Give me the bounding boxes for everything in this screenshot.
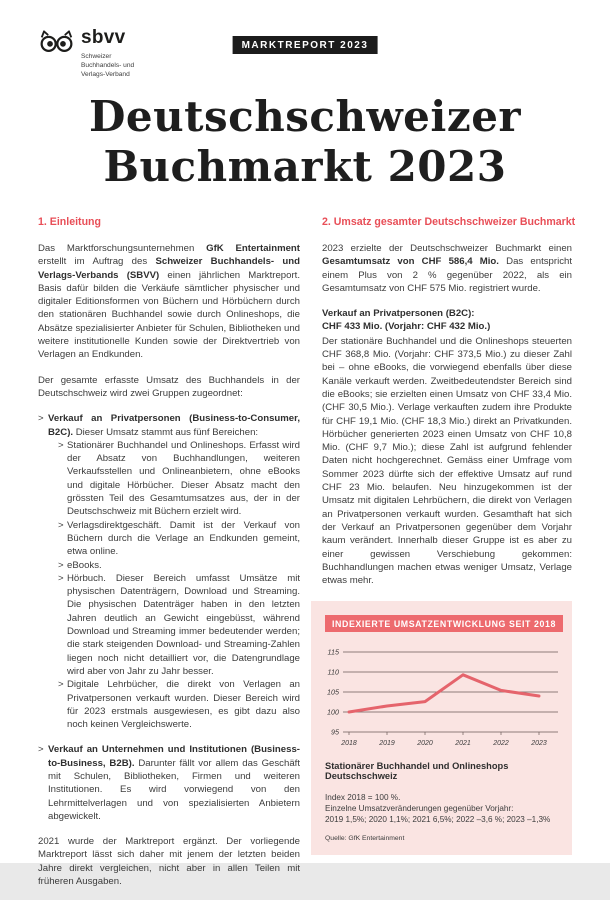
- section-einleitung: [38, 216, 300, 900]
- svg-text:2021: 2021: [455, 740, 471, 748]
- svg-text:110: 110: [327, 668, 339, 678]
- b2b-text: Verkauf an Unternehmen und Institutionen (Business-to-Business, B2B). Darunter fällt vor allem das Geschäft mit Schulen, Bibliotheken, Firmen und weiteren Institutionen. Es wird vorwiegend von den Lehrmittelverlagen und von spezialisierten Anbietern abgewickelt.: [48, 744, 300, 822]
- sub-item-text: eBooks.: [67, 559, 102, 571]
- marktreport-badge: MARKTREPORT 2023: [233, 36, 378, 54]
- list-item-b2b: [38, 743, 300, 823]
- page-title-line2: Buchmarkt 2023: [103, 142, 507, 191]
- logo-wordmark: sbvv: [81, 27, 126, 48]
- list-item: [58, 559, 300, 572]
- einleitung-heading: 1. Einleitung: [38, 216, 101, 228]
- svg-text:115: 115: [327, 648, 339, 658]
- svg-text:105: 105: [327, 688, 339, 698]
- b2b-bullet-group: [38, 743, 300, 823]
- bullet-marker: >: [58, 559, 64, 571]
- svg-text:100: 100: [327, 708, 339, 718]
- umsatz-line-chart: [325, 644, 558, 755]
- svg-text:2019: 2019: [379, 740, 395, 748]
- bullet-marker: >: [38, 744, 44, 756]
- section-umsatz: [322, 216, 576, 900]
- content-columns: [38, 216, 576, 900]
- list-item: [58, 519, 300, 559]
- sub-item-text: Stationärer Buchhandel und Onlineshops. Erfasst wird der Absatz von Buchhandlungen, weiteren Verkaufsstellen und Onlineanbietern, ohne eBooks und digitale Hörbücher. Dieser Absatz macht den grössten Teil des Gesamtumsatzes aus, der in der Deutschschweiz mit Büchern erzielt wird.: [67, 439, 300, 518]
- bullet-marker: >: [58, 439, 64, 451]
- bullet-marker: >: [58, 679, 64, 691]
- umsatz-paragraph-1: 2023 erzielte der Deutschschweizer Buchmarkt einen Gesamtumsatz von CHF 586,4 Mio. Das entspricht einem Plus von 2 % gegenüber 2022, als ein Gesamtumsatz von CHF 575 Mio. registriert wurde.: [322, 243, 572, 294]
- svg-text:2018: 2018: [341, 740, 357, 748]
- page-title: [0, 92, 610, 192]
- list-item: [58, 678, 300, 731]
- chart-source: Quelle: GfK Entertainment: [325, 835, 405, 843]
- bullet-marker: >: [38, 413, 44, 425]
- list-item: [58, 439, 300, 519]
- chart-title-badge: INDEXIERTE UMSATZENTWICKLUNG SEIT 2018: [325, 615, 563, 632]
- list-item: [58, 572, 300, 678]
- b2c-bullet-group: [38, 412, 300, 731]
- umsatz-heading: 2. Umsatz gesamter Deutschschweizer Buchmarkt: [322, 216, 576, 228]
- svg-text:2022: 2022: [493, 740, 509, 748]
- einleitung-paragraph-2: Der gesamte erfasste Umsatz des Buchhandels in der Deutschschweiz wird zwei Gruppen zugeordnet:: [38, 374, 300, 399]
- einleitung-paragraph-1: Das Marktforschungsunternehmen GfK Entertainment erstellt im Auftrag des Schweizer Buchhandels- und Verlags-Verbands (SBVV) einen jährlichen Marktreport. Basis dafür bilden die Verkäufe sämtlicher physischer und digitaler Editionsformen von Büchern und Hörbüchern durch den stationären Buchhandel sowie durch Onlineshops, die Absätze spezialisierter Anbieter für Schulen, Bibliotheken und weitere institutionelle Kunden sowie der Direktvertrieb von Verlagen an Endkunden.: [38, 243, 300, 361]
- owl-icon: [38, 28, 75, 54]
- bullet-marker: >: [58, 572, 64, 584]
- umsatz-paragraph-2: Der stationäre Buchhandel und die Onlineshops steuerten CHF 368,8 Mio. (Vorjahr: CHF 373,5 Mio.) zu dieser Zahl bei – ohne eBooks, die vorwiegend ebenfalls über diese Kanäle verkauft werden. Zweitbedeutendster Bereich sind die eBooks; sie erzielten einen Umsatz von CHF 33,4 Mio. (CHF 30,5 Mio.). Verlage verkauften zudem ihre Produkte für CHF 19,1 Mio. (CHF 18,3 Mio.) direkt an Privatkunden. Hörbücher generierten 2023 einen Umsatz von CHF 10,8 Mio. (CHF 9,7 Mio.); diese Zahl ist aufgrund fehlender Daten nicht hochgerechnet. Gemäss einer Umfrage vom Sommer 2023 dürfte sich der effektive Umsatz auf rund CHF 23 Mio. belaufen. Neu hinzugekommen ist der Umsatz mit digitalen Lehrbüchern, die direkt von Verlagen an Privatpersonen verkauft wurden. Gesamthaft hat sich der Verkauf an Privatpersonen gegenüber dem Vorjahr kaum verändert. Innerhalb dieser Gruppe ist es aber zu einer gewissen Verschiebung gekommen: Buchhandlungen machen etwas weniger Umsatz, Verlage etwas mehr.: [322, 335, 572, 587]
- bullet-marker: >: [58, 519, 64, 531]
- chart-box: [311, 601, 572, 855]
- logo-subtitle: Schweizer Buchhandels- und Verlags-Verband: [81, 53, 135, 78]
- chart-caption: Stationärer Buchhandel und Onlineshops Deutschschweiz: [325, 761, 509, 782]
- page-header: [38, 28, 572, 88]
- chart-notes: Index 2018 = 100 %. Einzelne Umsatzveränderungen gegenüber Vorjahr: 2019 1,5%; 2020 1,1%; 2021 6,5%; 2022 –3,6 %; 2023 –1,3%: [325, 793, 551, 825]
- sub-item-text: Digitale Lehrbücher, die direkt von Verlagen an Privatpersonen verkauft wurden. Dieser Bereich wird für 2023 erstmals ausgewiesen, es gibt dazu also noch keinen Vergleichswerte.: [67, 679, 300, 731]
- list-item-b2c: [38, 412, 300, 731]
- einleitung-paragraph-3: 2021 wurde der Marktreport ergänzt. Der vorliegende Marktreport lässt sich daher mit jenem der letzten beiden Jahre direkt vergleichen, nicht aber in allen Teilen mit früheren Ausgaben.: [38, 836, 300, 888]
- svg-text:2020: 2020: [417, 740, 433, 748]
- page-title-line1: Deutschschweizer: [88, 92, 522, 141]
- logo-text-block: [81, 28, 134, 79]
- b2c-lead: Verkauf an Privatpersonen (Business-to-Consumer, B2C). Dieser Umsatz stammt aus fünf Bereichen:: [48, 413, 300, 438]
- b2c-subheading: Verkauf an Privatpersonen (B2C): CHF 433 Mio. (Vorjahr: CHF 432 Mio.): [322, 308, 491, 333]
- b2c-sublist: [58, 439, 300, 732]
- svg-text:2023: 2023: [531, 740, 547, 748]
- svg-text:95: 95: [331, 728, 339, 738]
- sub-item-text: Verlagsdirektgeschäft. Damit ist der Verkauf von Büchern durch die Verlage an Endkunden gemeint, etwa online.: [67, 519, 300, 558]
- sub-item-text: Hörbuch. Dieser Bereich umfasst Umsätze mit physischen Datenträgern, Download und Streaming. Die physischen Datenträger haben in den letzten Jahren deutlich an Gewicht eingebüsst, während Download und Streaming immer bedeutender werden; die stark steigenden Download- und Streaming-Zahlen liegen noch nicht detailliert vor, die Datengrundlage wird aber von Jahr zu Jahr besser.: [67, 572, 300, 677]
